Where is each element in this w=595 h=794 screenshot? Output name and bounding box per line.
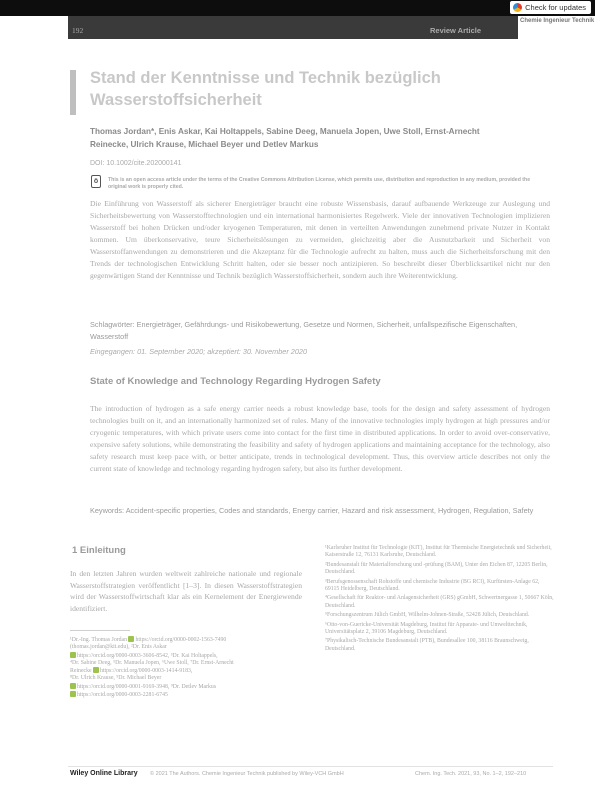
- check-for-updates-label: Check for updates: [525, 3, 586, 12]
- open-access-icon: ö: [91, 175, 101, 188]
- orcid-icon: [93, 667, 99, 673]
- orcid-icon: [128, 636, 134, 642]
- check-for-updates-button[interactable]: [510, 1, 591, 14]
- page-number: 192: [72, 26, 84, 35]
- affiliation: ³Berufsgenossenschaft Rohstoffe und chemische Industrie (BG RCI), Kurfürsten-Anlage 62, 69115 Heidelberg, Deutschland.: [325, 578, 540, 593]
- orcid-link[interactable]: https://orcid.org/0000-0002-1563-7490: [135, 637, 227, 643]
- orcid-link[interactable]: https://orcid.org/0000-0003-1414-9183,: [100, 668, 193, 675]
- footnote-line: ⁴Dr. Sabine Deeg, ⁵Dr. Manuela Jopen, ⁶Uwe Stoll, ⁷Dr. Ernst-Arnecht: [70, 659, 234, 666]
- title-accent-bar: [70, 70, 76, 115]
- browser-top-bar: [0, 0, 595, 16]
- publisher-logo: Wiley Online Library: [70, 770, 138, 777]
- body-text: In den letzten Jahren wurden weltweit zahlreiche nationale und regionale Wasserstoffstrategien veröffentlicht [1–3]. In diesen Wasserstoffstrategien wird der Wasserstoffwirtschaft klar als ein Kernelement der Energiewende identifiziert.: [70, 569, 302, 613]
- affiliation: ²Bundesanstalt für Materialforschung und -prüfung (BAM), Unter den Eichen 87, 12205 Berlin, Deutschland.: [325, 561, 548, 576]
- affiliation: ⁷Physikalisch-Technische Bundesanstalt (PTB), Bundesallee 100, 38116 Braunschweig, Deutschland.: [325, 638, 529, 652]
- orcid-icon: [70, 683, 76, 689]
- abstract-english: The introduction of hydrogen as a safe energy carrier needs a robust knowledge base, tools for the design and safety assessment of hydrogen technologies built on it, and an internationally harmonized set of rules. Many of the innovative technologies imply hydrogen at high pressures and/or cryogenic temperatures, with which private users come into contact for the first time in distributed applications. In order to avoid over-conservative, expensive safety solutions, while demonstrating the feasibility and safety of hydrogen applications and maintaining acceptance for the technology, also safety research must keep pace with, or better anticipate, trends in technological development. Thus, this overview article describes not only the current state of knowledge and technology regarding hydrogen safety, but also its further development.: [90, 404, 550, 473]
- keywords-english: Keywords: Accident-specific properties, Codes and standards, Energy carrier, Hazard and risk assessment, Hydrogen, Regulation, Safety: [90, 506, 534, 515]
- open-access-notice: This is an open access article under the terms of the Creative Commons Attribution License, which permits use, distribution and reproduction in any medium, provided the original work is properly cited.: [108, 177, 531, 190]
- affiliation: ⁵Forschungszentrum Jülich GmbH, Wilhelm-Johnen-Straße, 52428 Jülich, Deutschland.: [325, 612, 530, 619]
- affiliations: [325, 545, 555, 653]
- footnote-line: ¹Dr.-Ing. Thomas Jordan: [70, 637, 128, 643]
- keywords-german: Schlagwörter: Energieträger, Gefährdungs- und Risikobewertung, Gesetze und Normen, Sicherheit, unfallspezifische Eigenschaften, Wasserstoff: [90, 320, 518, 341]
- footer-rule: [68, 766, 553, 767]
- copyright-notice: © 2021 The Authors. Chemie Ingenieur Technik published by Wiley-VCH GmbH: [150, 771, 344, 777]
- footnote-line: Reinecke: [70, 668, 92, 675]
- journal-citation: Chem. Ing. Tech. 2021, 93, No. 1–2, 192–210: [415, 771, 527, 777]
- abstract-german: Die Einführung von Wasserstoff als sicherer Energieträger braucht eine robuste Wissensbasis, darauf aufbauende Werkzeuge zur Auslegung und Sicherheitsbewertung von Wasserstofftechnologien und ein international harmonisiertes Regelwerk. Viele der innovativen Technologien implizieren Wasserstoff bei hohen Drücken und/oder kryogenen Temperaturen, mit denen in verteilten Anwendungen zunehmend private Nutzer in Kontakt kommen. Um überkonservative, teure Sicherheitslösungen zu vermeiden, gleichzeitig aber die Ausnutzbarkeit und Sicherheit von Wasserstoffanwendungen zu demonstrieren und die Akzeptanz für die Technologie aufrecht zu halten, muss auch die Sicherheitsforschung mit den Trends der technologischen Entwicklung Schritt halten, oder sie besser noch antizipieren. So beschreibt dieser Überblicksartikel nicht nur den gegenwärtigen Stand der Kenntnisse und Technik bezüglich Wasserstoffsicherheit, sondern auch ihre Weiterentwicklung.: [90, 199, 550, 280]
- affiliation: ⁴Gesellschaft für Reaktor- und Anlagensicherheit (GRS) gGmbH, Schwertnergasse 1, 50667 Köln, Deutschland.: [325, 595, 554, 609]
- footnote-rule: [70, 630, 130, 631]
- crossmark-icon: [513, 3, 522, 12]
- article-title: Stand der Kenntnisse und Technik bezüglich Wasserstoffsicherheit: [90, 69, 441, 109]
- orcid-link[interactable]: https://orcid.org/0000-0003-3606-8542, ³Dr. Kai Holtappels,: [77, 652, 218, 659]
- orcid-icon: [70, 652, 76, 658]
- journal-logo: Chemie Ingenieur Technik: [520, 18, 595, 24]
- orcid-icon: [70, 691, 76, 697]
- author-footnotes: [70, 636, 305, 699]
- affiliation: ⁶Otto-von-Guericke-Universität Magdeburg, Institut für Apparate- und Umwelttechnik, Universitätsplatz 2, 39106 Magdeburg, Deutschland.: [325, 621, 528, 636]
- section-label: Review Article: [430, 26, 481, 35]
- affiliation: ¹Karlsruher Institut für Technologie (KIT), Institut für Thermische Energietechnik und Sicherheit, Kaiserstraße 12, 76131 Karlsruhe, Deutschland.: [325, 545, 552, 559]
- author-list: Thomas Jordan*, Enis Askar, Kai Holtappels, Sabine Deeg, Manuela Jopen, Uwe Stoll, Ernst-Arnecht Reinecke, Ulrich Krause, Michael Beyer und Detlev Markus: [90, 127, 480, 149]
- footnote-line: (thomas.jordan@kit.edu), ²Dr. Enis Askar: [70, 644, 167, 651]
- orcid-link[interactable]: https://orcid.org/0000-0001-9169-3948, ⁹Dr. Detlev Markus: [77, 683, 217, 690]
- footnote-line: ⁸Dr. Ulrich Krause, ⁹Dr. Michael Beyer: [70, 675, 162, 682]
- english-title: State of Knowledge and Technology Regarding Hydrogen Safety: [90, 376, 381, 387]
- section-heading: 1 Einleitung: [72, 545, 126, 556]
- article-dates: Eingegangen: 01. September 2020; akzeptiert: 30. November 2020: [90, 347, 308, 356]
- orcid-link[interactable]: https://orcid.org/0000-0003-2281-6745: [77, 692, 168, 699]
- doi-link[interactable]: DOI: 10.1002/cite.202000141: [90, 160, 182, 167]
